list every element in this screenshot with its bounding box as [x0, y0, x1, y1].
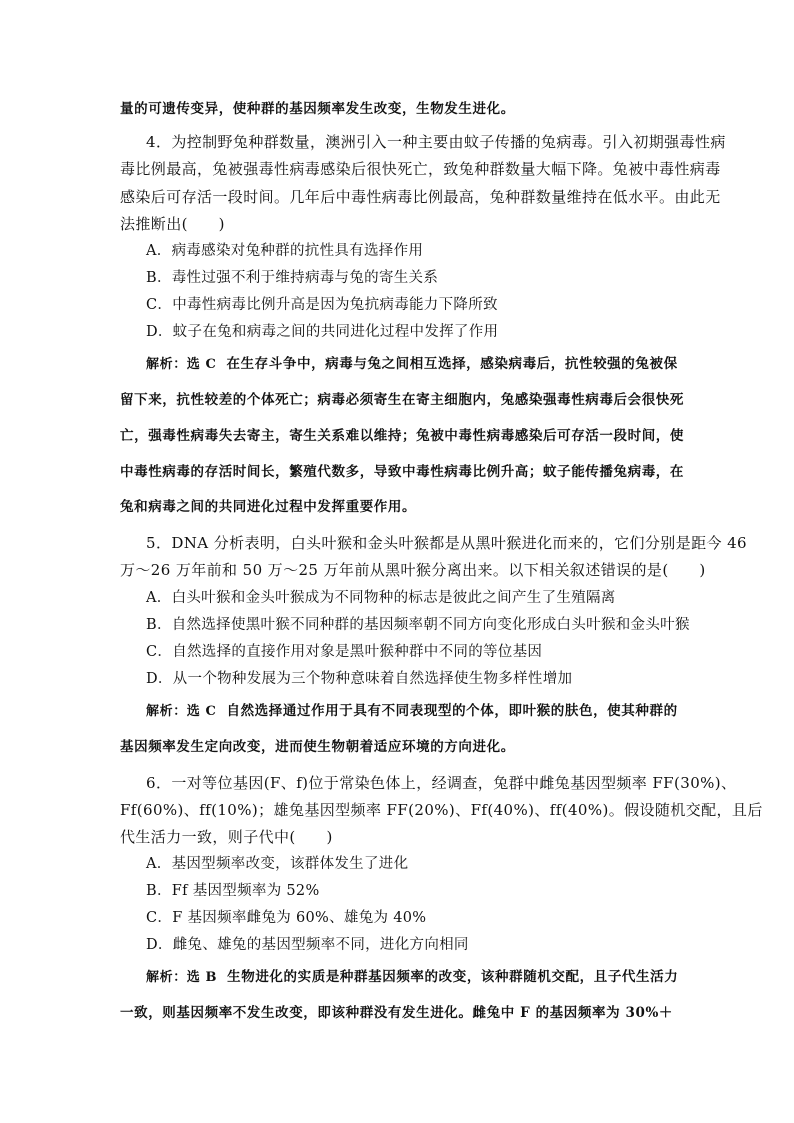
q5-option-b: B．自然选择使黑叶猴不同种群的基因频率朝不同方向变化形成白头叶猴和金头叶猴: [146, 617, 690, 633]
q6-option-d: D．雌兔、雄兔的基因型频率不同，进化方向相同: [146, 937, 469, 953]
q4-stem-line-4: 法推断出( ): [120, 215, 225, 233]
q4-option-b: B．毒性过强不利于维持病毒与兔的寄生关系: [146, 270, 439, 286]
q6-stem-line-3: 代生活力一致，则子代中( ): [120, 828, 333, 846]
q5-analysis-label: 解析：选 C: [146, 704, 217, 719]
q5-option-d: D．从一个物种发展为三个物种意味着自然选择使生物多样性增加: [146, 671, 573, 687]
q5-option-a: A．白头叶猴和金头叶猴成为不同物种的标志是彼此之间产生了生殖隔离: [146, 590, 616, 606]
q5-analysis-line-1: [146, 701, 678, 722]
q6-analysis-text-1: 生物进化的实质是种群基因频率的改变，该种群随机交配，且子代生活力: [227, 969, 679, 985]
q5-stem-line-1: 5．DNA 分析表明，白头叶猴和金头叶猴都是从黑叶猴进化而来的，它们分别是距今 46: [146, 534, 747, 552]
q4-option-d: D．蚊子在兔和病毒之间的共同进化过程中发挥了作用: [146, 324, 499, 340]
q6-stem-line-1: 6．一对等位基因(F、f)位于常染色体上，经调查，兔群中雌兔基因型频率 FF(30%)、: [146, 774, 737, 792]
q4-stem-line-2: 毒比例最高，兔被强毒性病毒感染后很快死亡，致兔种群数量大幅下降。兔被中毒性病毒: [120, 160, 721, 178]
q4-analysis-line-2: 留下来，抗性较差的个体死亡；病毒必须寄生在寄主细胞内，兔感染强毒性病毒后会很快死: [120, 392, 684, 408]
q4-analysis-line-4: 中毒性病毒的存活时间长，繁殖代数多，导致中毒性病毒比例升高；蚊子能传播兔病毒，在: [120, 464, 684, 480]
continuation-line: 量的可遗传变异，使种群的基因频率发生改变，生物发生进化。: [120, 101, 515, 117]
q4-analysis-label: 解析：选 C: [146, 357, 217, 372]
q4-option-a: A．病毒感染对兔种群的抗性具有选择作用: [146, 243, 424, 259]
q4-analysis-line-1: [146, 354, 678, 375]
q4-stem-line-1: 4．为控制野兔种群数量，澳洲引入一种主要由蚊子传播的兔病毒。引入初期强毒性病: [146, 133, 726, 151]
q5-option-c: C．自然选择的直接作用对象是黑叶猴种群中不同的等位基因: [146, 644, 543, 660]
q4-analysis-text-1: 在生存斗争中，病毒与兔之间相互选择，感染病毒后，抗性较强的兔被保: [226, 356, 678, 372]
q6-analysis-label: 解析：选 B: [146, 970, 218, 985]
q4-analysis-line-3: 亡，强毒性病毒失去寄主，寄生关系难以维持；兔被中毒性病毒感染后可存活一段时间，使: [120, 428, 684, 444]
q4-analysis-line-5: 兔和病毒之间的共同进化过程中发挥重要作用。: [120, 499, 417, 515]
q6-option-a: A．基因型频率改变，该群体发生了进化: [146, 856, 409, 872]
q5-analysis-line-2: 基因频率发生定向改变，进而使生物朝着适应环境的方向进化。: [120, 739, 515, 755]
q6-analysis-line-1: [146, 967, 678, 988]
q6-option-b: B．Ff 基因型频率为 52%: [146, 883, 320, 899]
q5-stem-line-2: 万～26 万年前和 50 万～25 万年前从黑叶猴分离出来。以下相关叙述错误的是( ): [120, 561, 706, 579]
q6-option-c: C．F 基因频率雌兔为 60%、雄兔为 40%: [146, 910, 427, 926]
q4-stem-line-3: 感染后可存活一段时间。几年后中毒性病毒比例最高，兔种群数量维持在低水平。由此无: [120, 188, 721, 206]
q4-option-c: C．中毒性病毒比例升高是因为兔抗病毒能力下降所致: [146, 297, 498, 313]
q6-analysis-line-2: 一致，则基因频率不发生改变，即该种群没有发生进化。雌兔中 F 的基因频率为 30%＋: [120, 1005, 673, 1021]
q5-analysis-text-1: 自然选择通过作用于具有不同表现型的个体，即叶猴的肤色，使其种群的: [226, 703, 678, 719]
q6-stem-line-2: Ff(60%)、ff(10%)；雄兔基因型频率 FF(20%)、Ff(40%)、ff(40%)。假设随机交配，且后: [120, 801, 763, 819]
